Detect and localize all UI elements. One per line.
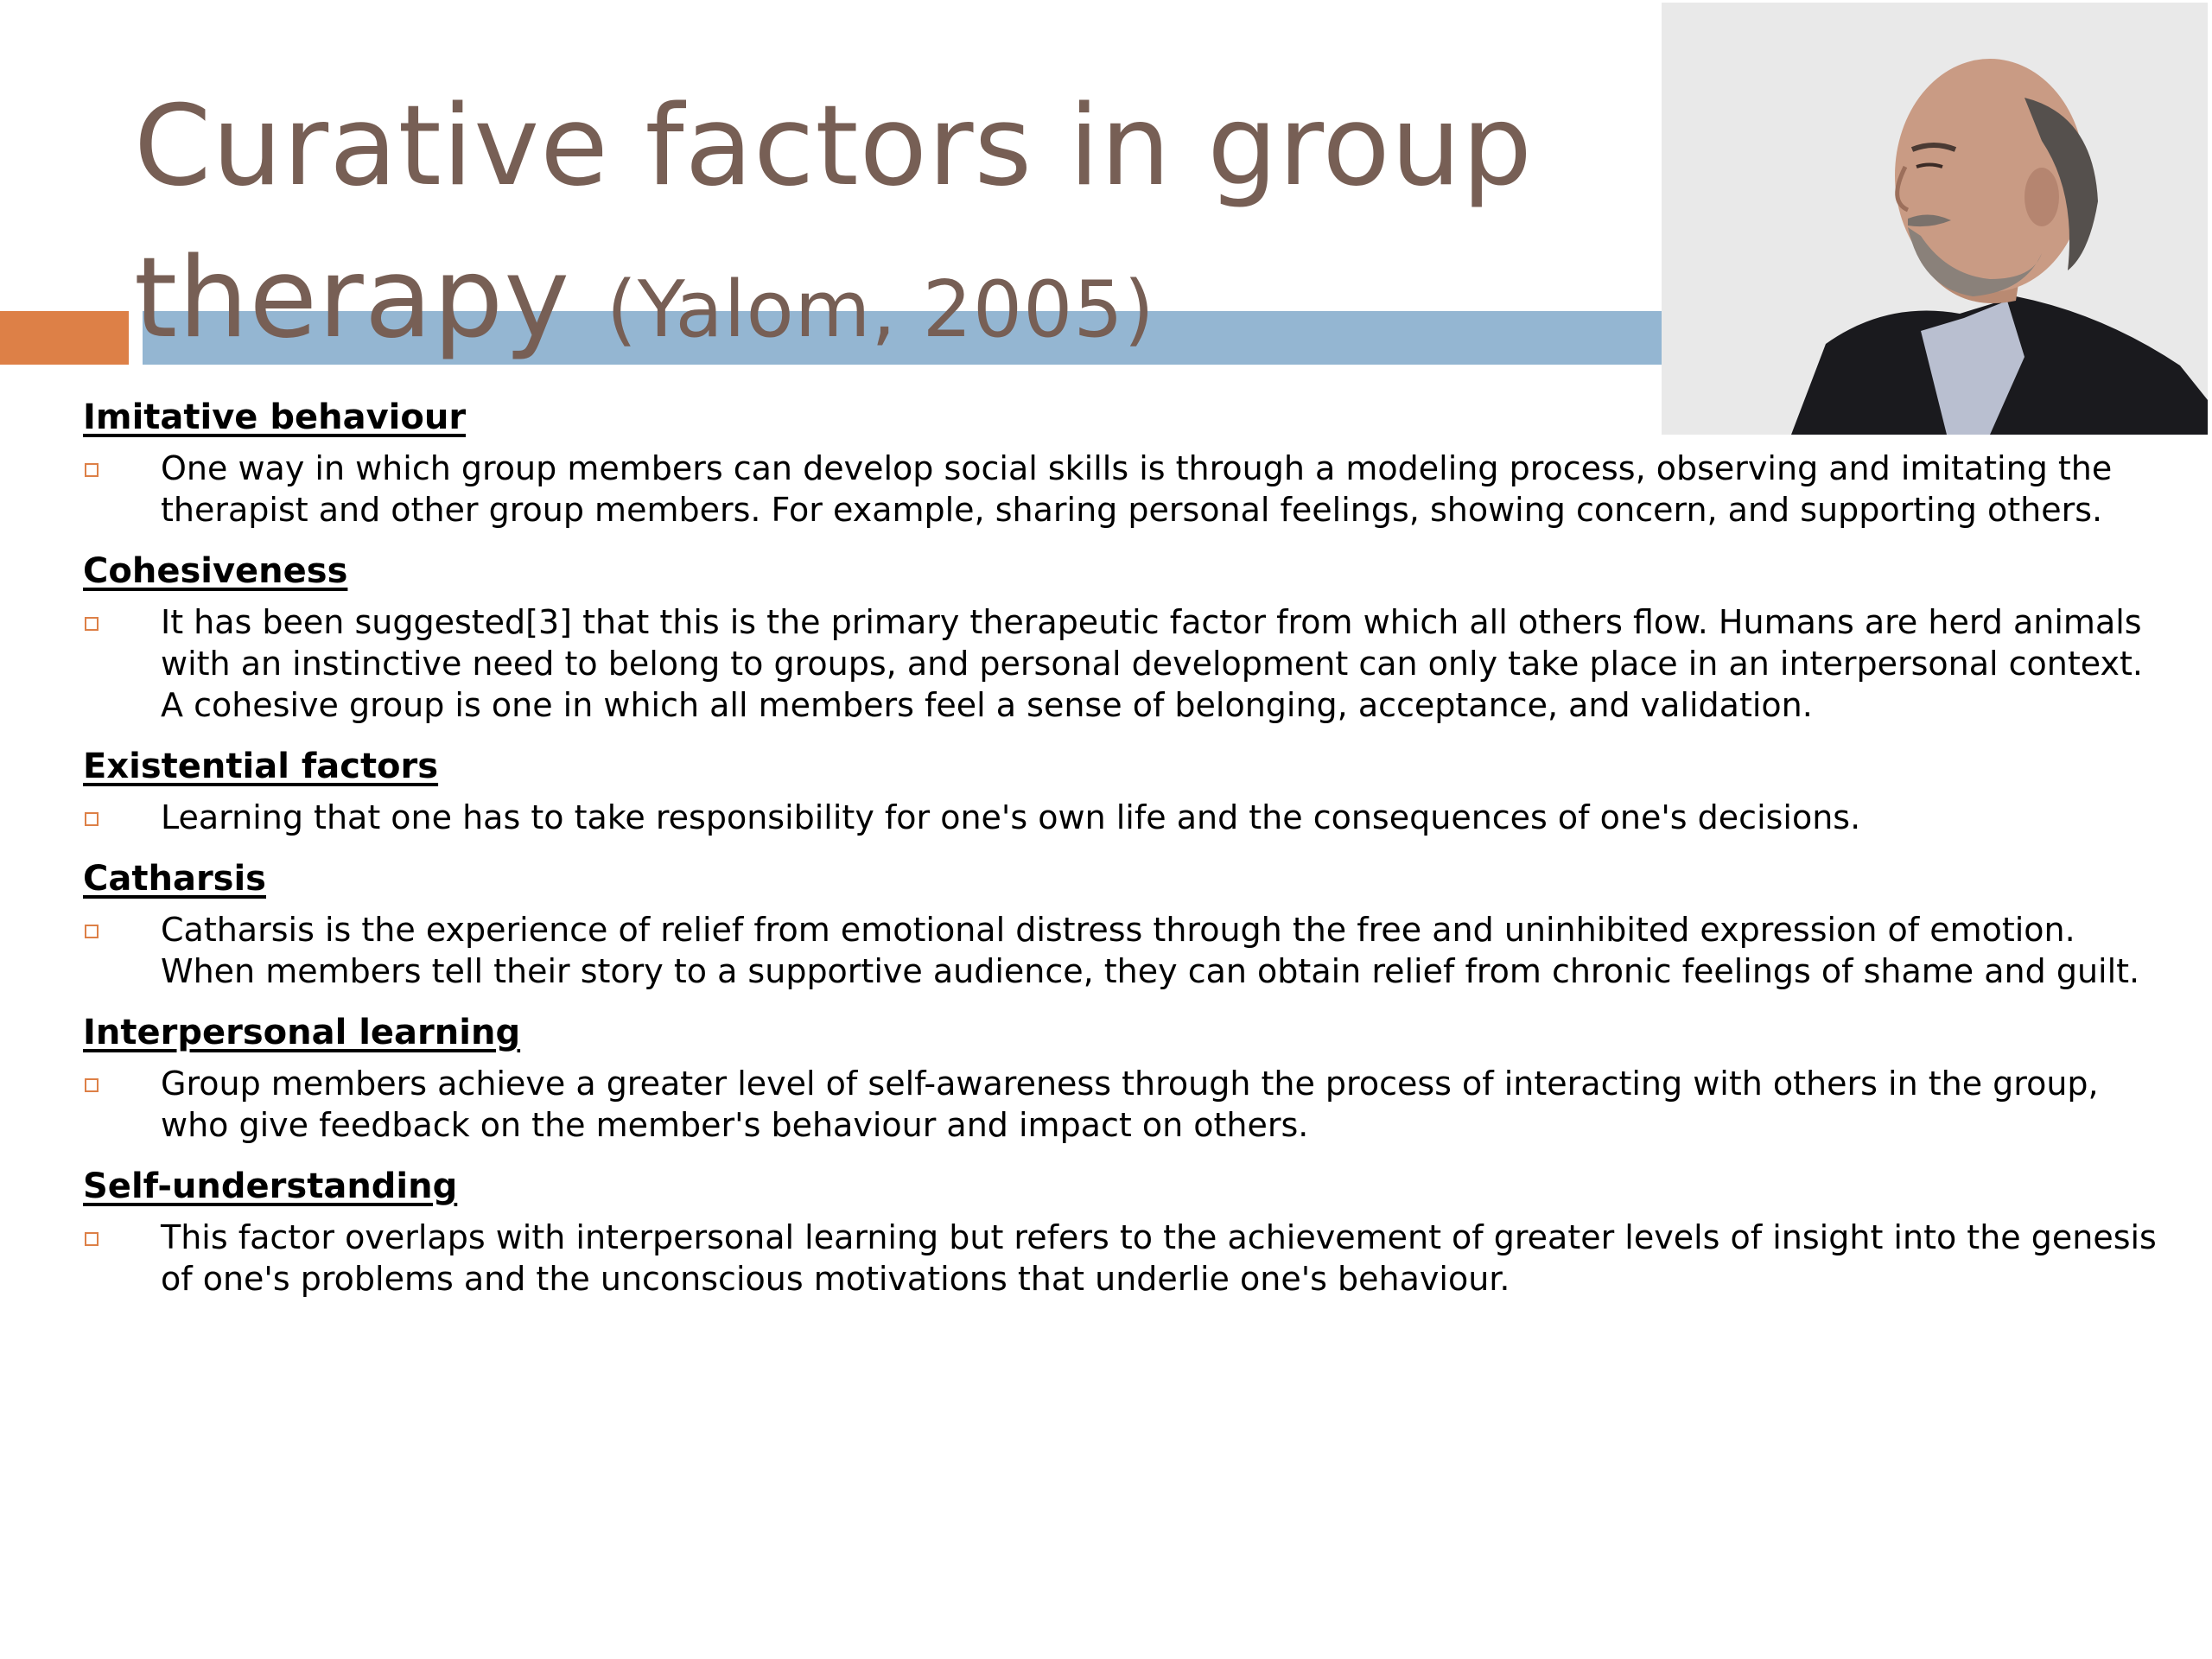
square-bullet-icon bbox=[85, 812, 99, 826]
slide-title-main: Curative factors in group therapy bbox=[134, 82, 1533, 363]
item-interpersonal-learning bbox=[83, 1063, 2157, 1146]
item-self-understanding bbox=[83, 1217, 2157, 1300]
heading-existential-factors: Existential factors bbox=[83, 747, 439, 786]
item-text: Catharsis is the experience of relief from emotional distress through the free and uninhibited expression of emotion. When members tell their story to a supportive audience, they can obtain relief from chronic feelings of shame and guilt. bbox=[161, 911, 2140, 990]
heading-catharsis: Catharsis bbox=[83, 859, 266, 899]
square-bullet-icon bbox=[85, 925, 99, 938]
portrait-photo-icon bbox=[1662, 3, 2208, 435]
heading-self-understanding: Self-understanding bbox=[83, 1166, 458, 1206]
square-bullet-icon bbox=[85, 463, 99, 477]
factor-list bbox=[83, 387, 2157, 1310]
item-text: Learning that one has to take responsibility for one's own life and the consequences of one's decisions. bbox=[161, 798, 1861, 836]
slide-title-citation: (Yalom, 2005) bbox=[606, 264, 1155, 355]
orange-accent-bar bbox=[0, 311, 129, 365]
item-text: It has been suggested[3] that this is the primary therapeutic factor from which all others flow. Humans are herd animals with an instinctive need to belong to groups, and personal development can only take place in an interpersonal context. A cohesive group is one in which all members feel a sense of belonging, acceptance, and validation. bbox=[161, 603, 2143, 724]
portrait-photo bbox=[1662, 3, 2208, 435]
heading-interpersonal-learning: Interpersonal learning bbox=[83, 1013, 521, 1052]
slide-title bbox=[134, 71, 1655, 386]
item-text: One way in which group members can develop social skills is through a modeling process, observing and imitating the therapist and other group members. For example, sharing personal feelings, showing concern, and supporting others. bbox=[161, 449, 2113, 529]
heading-imitative-behaviour: Imitative behaviour bbox=[83, 397, 467, 437]
item-existential-factors bbox=[83, 797, 2157, 838]
item-text: Group members achieve a greater level of self-awareness through the process of interacting with others in the group, who give feedback on the member's behaviour and impact on others. bbox=[161, 1065, 2099, 1144]
heading-cohesiveness: Cohesiveness bbox=[83, 551, 348, 591]
square-bullet-icon bbox=[85, 617, 99, 631]
square-bullet-icon bbox=[85, 1232, 99, 1246]
item-text: This factor overlaps with interpersonal learning but refers to the achievement of greater levels of insight into the genesis of one's problems and the unconscious motivations that underlie one's behaviour. bbox=[161, 1218, 2157, 1298]
item-catharsis bbox=[83, 909, 2157, 992]
square-bullet-icon bbox=[85, 1078, 99, 1092]
item-imitative-behaviour bbox=[83, 448, 2157, 531]
item-cohesiveness bbox=[83, 601, 2157, 726]
